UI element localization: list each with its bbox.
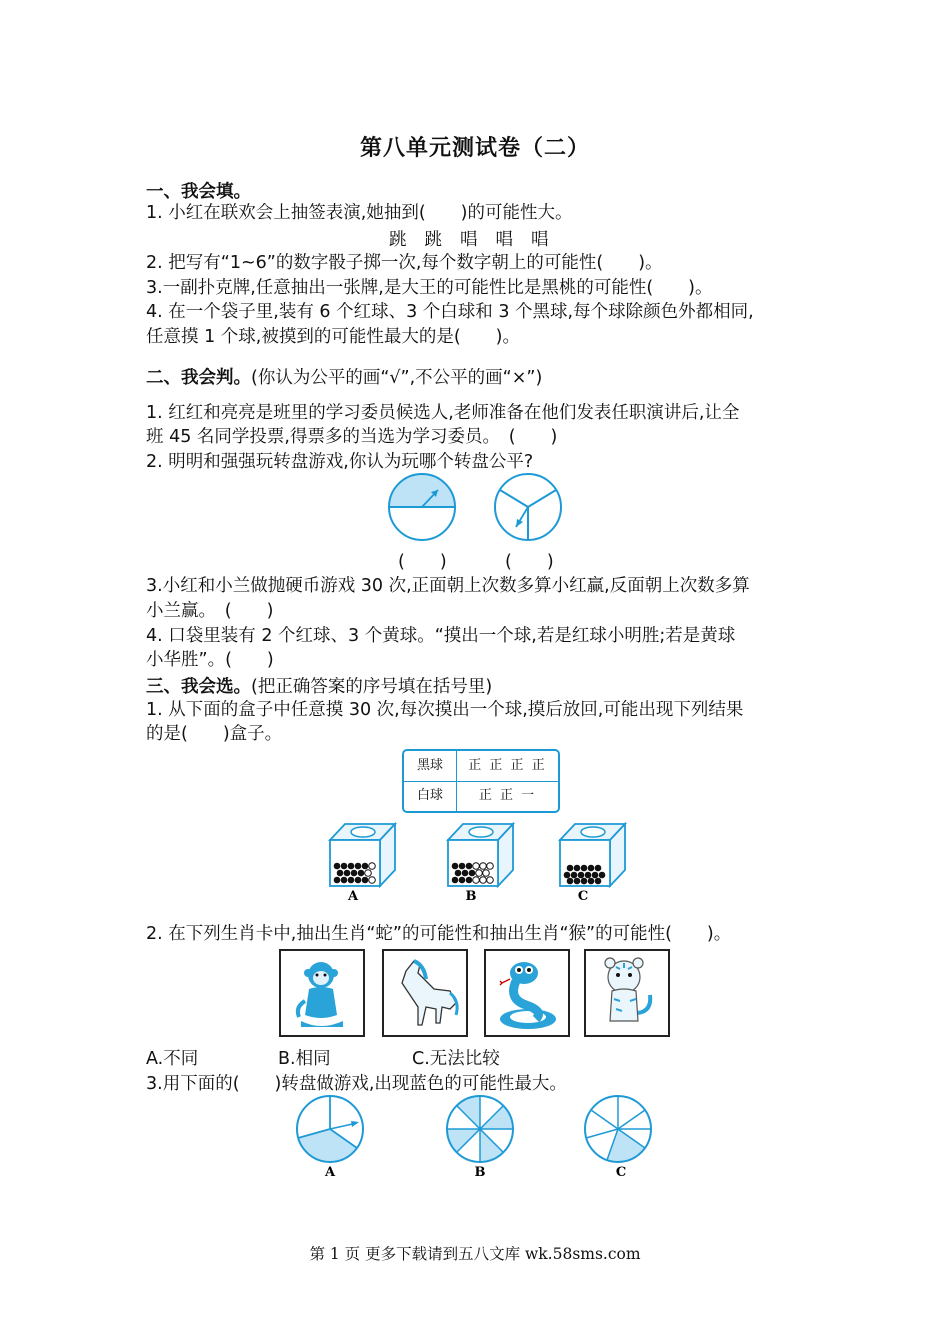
page-footer: 第 1 页 更多下载请到五八文库 wk.58sms.com — [309, 1245, 641, 1263]
section2-q4-line1: 4. 口袋里装有 2 个红球、3 个黄球。“摸出一个球,若是红球小明胜;若是黄球 — [146, 626, 736, 646]
spinner-label: B — [474, 1165, 486, 1180]
section1-heading: 一、我会填。 — [146, 182, 251, 202]
section1-q4-line1: 4. 在一个袋子里,装有 6 个红球、3 个白球和 3 个黑球,每个球除颜色外都相同, — [146, 302, 754, 322]
section2-q2: 2. 明明和强强玩转盘游戏,你认为玩哪个转盘公平? — [146, 452, 534, 472]
choice-item: 唱 — [495, 230, 513, 250]
spinner-a — [297, 1096, 363, 1162]
section2-q4-line2: 小华胜”。( ) — [146, 650, 274, 670]
box-c — [560, 824, 625, 886]
section1-q1-choices — [380, 226, 558, 251]
spinner-label: C — [615, 1165, 627, 1180]
tally-table — [402, 749, 560, 813]
section2-q1-line2: 班 45 名同学投票,得票多的当选为学习委员。 ( ) — [146, 427, 558, 447]
tally-row-white — [404, 781, 558, 811]
spinner-b — [447, 1096, 513, 1162]
choice-item: 唱 — [531, 230, 549, 250]
box-label: B — [465, 889, 477, 904]
spinner-half-left — [389, 474, 455, 540]
ball-boxes-figure — [325, 818, 630, 906]
card-tiger — [584, 949, 670, 1037]
snake-icon — [486, 951, 568, 1035]
tally-label: 黑球 — [404, 751, 457, 781]
choice-item: 唱 — [460, 230, 478, 250]
section3-q2: 2. 在下列生肖卡中,抽出生肖“蛇”的可能性和抽出生肖“猴”的可能性( )。 — [146, 924, 732, 944]
box-a — [330, 824, 395, 886]
section2-q2-blank-left: ( ) — [398, 552, 447, 572]
spinner-c — [585, 1096, 651, 1162]
tally-row-black — [404, 751, 558, 782]
section1-q3: 3.一副扑克牌,任意抽出一张牌,是大王的可能性比是黑桃的可能性( )。 — [146, 278, 713, 298]
section3-q1-line1: 1. 从下面的盒子中任意摸 30 次,每次摸出一个球,摸后放回,可能出现下列结果 — [146, 700, 744, 720]
section2-note: (你认为公平的画“√”,不公平的画“×”) — [251, 368, 543, 388]
monkey-icon — [281, 951, 363, 1035]
tiger-icon — [586, 951, 668, 1035]
section2-heading — [146, 364, 542, 389]
section3-q1-line2: 的是( )盒子。 — [146, 724, 283, 744]
section2-heading-text: 二、我会判。 — [146, 368, 251, 388]
card-snake — [484, 949, 570, 1037]
section3-q2-option-b: B.相同 — [278, 1049, 331, 1069]
horse-icon — [384, 951, 466, 1035]
choice-item: 跳 — [389, 230, 407, 250]
box-label: A — [347, 889, 359, 904]
section1-q2: 2. 把写有“1~6”的数字骰子掷一次,每个数字朝上的可能性( )。 — [146, 253, 663, 273]
card-horse — [382, 949, 468, 1037]
spinner-choices-figure — [295, 1094, 655, 1180]
spinner-pair-figure — [380, 470, 580, 546]
tally-label: 白球 — [404, 781, 457, 811]
card-monkey — [279, 949, 365, 1037]
section2-q2-blank-right: ( ) — [505, 552, 554, 572]
box-label: C — [577, 889, 589, 904]
page-title: 第八单元测试卷（二） — [359, 135, 590, 161]
section3-q2-option-c: C.无法比较 — [412, 1049, 500, 1069]
section2-q3-line2: 小兰赢。 ( ) — [146, 601, 274, 621]
section2-q1-line1: 1. 红红和亮亮是班里的学习委员候选人,老师准备在他们发表任职演讲后,让全 — [146, 403, 740, 423]
section3-note: (把正确答案的序号填在括号里) — [251, 677, 493, 697]
tally-value: 正 正 正 正 — [468, 758, 547, 773]
section3-heading-text: 三、我会选。 — [146, 677, 251, 697]
tally-value: 正 正 一 — [478, 788, 537, 803]
spinner-label: A — [324, 1165, 336, 1180]
choice-item: 跳 — [424, 230, 442, 250]
section3-q2-option-a: A.不同 — [146, 1049, 199, 1069]
box-b — [448, 824, 513, 886]
section3-heading — [146, 673, 492, 698]
section1-q4-line2: 任意摸 1 个球,被摸到的可能性最大的是( )。 — [146, 327, 520, 347]
section1-q1: 1. 小红在联欢会上抽签表演,她抽到( )的可能性大。 — [146, 203, 573, 223]
section3-q3: 3.用下面的( )转盘做游戏,出现蓝色的可能性最大。 — [146, 1074, 567, 1094]
spinner-thirds-right — [495, 474, 561, 540]
section2-q3-line1: 3.小红和小兰做抛硬币游戏 30 次,正面朝上次数多算小红赢,反面朝上次数多算 — [146, 576, 750, 596]
